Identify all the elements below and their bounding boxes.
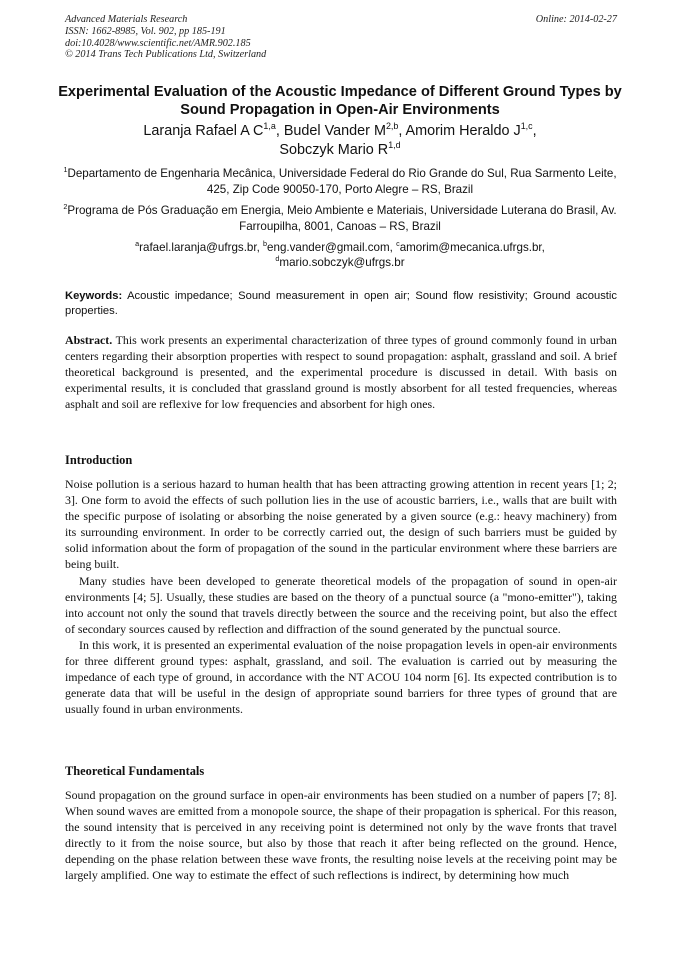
author-sup: 1,a (263, 121, 276, 132)
keywords-text: Acoustic impedance; Sound measurement in open air; Sound flow resistivity; Ground acoustic properties. (65, 290, 617, 317)
journal-header (65, 14, 617, 61)
email-list (60, 240, 620, 270)
author-name: Amorim Heraldo J (405, 123, 521, 139)
email-sup: d (275, 254, 280, 264)
author-sep: , (275, 123, 284, 139)
email-sup: c (396, 239, 400, 249)
author-name: Laranja Rafael A C (143, 123, 264, 139)
author-sep: , (532, 123, 537, 139)
paragraph: Sound propagation on the ground surface in open-air environments has been studied on a number of papers [7; 8]. When sound waves are emitted from a monopole source, the shape of their propagation is spherical. For this reason, the sound intensity that is perceived in any receiving point is determined not only by the wave fronts that travel directly to it from the noise source, but also by those that reach it after being reflected on the ground. Hence, depending on the phase relation between these wave fronts, the resulting noise levels at the receiving point may be largely amplified. One way to estimate the effect of such reflections is indirect, by determining how much (65, 788, 617, 883)
email-text: amorim@mecanica.ufrgs.br, (399, 241, 545, 254)
abstract-text: This work presents an experimental characterization of three types of ground commonly found in urban centers regarding their absorption properties with respect to sound propagation: asphalt, grassland and soil. A brief theoretical background is presented, and the experimental procedure is discussed in detail. With basis on experimental results, it is concluded that grassland ground is mostly absorbent for all tested frequencies, whereas asphalt and soil are reflexive for low frequencies and absorbent for high ones. (65, 333, 617, 412)
abstract-label: Abstract. (65, 333, 113, 347)
author-name: Sobczyk Mario R (279, 142, 389, 158)
paragraph: Many studies have been developed to generate theoretical models of the propagation of sound in open-air environments [4; 5]. Usually, these studies are based on the theory of a punctual source (a "mono-emitter"), taking into account not only the sound that travels directly between the source and the receiving point, but also the effect of secondary sources caused by reflection and diffraction of the sound generated by the punctual source. (65, 573, 617, 636)
affiliation-text: Programa de Pós Graduação em Energia, Meio Ambiente e Materiais, Universidade Luterana do Brasil, Av. Farroupilha, 8001, Canoas – RS, Brazil (67, 204, 617, 233)
author-sep: , (398, 123, 406, 139)
paragraph: In this work, it is presented an experimental evaluation of the noise propagation levels in open-air environments for three different ground types: asphalt, grassland, and soil. The evaluation is carried out by measuring the impedance of each type of ground, in accordance with the NT ACOU 104 norm [6]. Its expected contribution is to generate data that will be useful in the design of appropriate sound barriers for three types of ground that are usually found in urban environments. (65, 637, 617, 717)
affiliation-sup: 2 (63, 202, 68, 212)
author-sup: 1,c (520, 121, 533, 132)
introduction-body (65, 476, 617, 717)
theory-body (65, 787, 617, 884)
affiliation-sup: 1 (63, 165, 68, 175)
affiliation-2 (60, 203, 620, 234)
author-sup: 1,d (388, 140, 401, 151)
email-text: rafael.laranja@ufrgs.br, (139, 241, 264, 254)
doi-line: doi:10.4028/www.scientific.net/AMR.902.185 (65, 37, 251, 49)
affiliation-1 (60, 166, 620, 197)
copyright-line: © 2014 Trans Tech Publications Ltd, Switzerland (65, 49, 267, 61)
journal-name: Advanced Materials Research (65, 14, 188, 25)
author-name: Budel Vander M (283, 123, 386, 139)
author-list (55, 122, 625, 160)
keywords-label: Keywords: (65, 290, 123, 302)
keywords-block (65, 289, 617, 318)
author-sup: 2,b (385, 121, 399, 132)
theory-heading: Theoretical Fundamentals (65, 764, 205, 778)
paragraph: Noise pollution is a serious hazard to human health that has been attracting growing attention in recent years [1; 2; 3]. One form to avoid the effects of such pollution lies in the use of acoustic barriers, i.e., walls that are built with the specific purpose of isolating or absorbing the noise generated by a given source (e.g.: heavy machinery) from its surrounding environment. In order to be correctly carried out, the design of such barriers must be guided by solid information about the form of propagation of the sound in the particular environment where these barriers are being built. (65, 477, 617, 572)
affiliation-text: Departamento de Engenharia Mecânica, Universidade Federal do Rio Grande do Sul, Rua Sarmento Leite, 425, Zip Code 90050-170, Porto Alegre – RS, Brazil (67, 167, 617, 196)
email-sup: a (135, 239, 140, 249)
online-date: Online: 2014-02-27 (535, 14, 617, 25)
issn-line: ISSN: 1662-8985, Vol. 902, pp 185-191 (65, 25, 226, 37)
email-sup: b (263, 239, 268, 249)
abstract-block (65, 332, 617, 412)
email-text: mario.sobczyk@ufrgs.br (279, 256, 405, 269)
email-text: eng.vander@gmail.com, (267, 241, 397, 254)
paper-title: Experimental Evaluation of the Acoustic Impedance of Different Ground Types by Sound Propagation in Open-Air Environments (58, 84, 622, 118)
introduction-heading: Introduction (65, 453, 133, 467)
